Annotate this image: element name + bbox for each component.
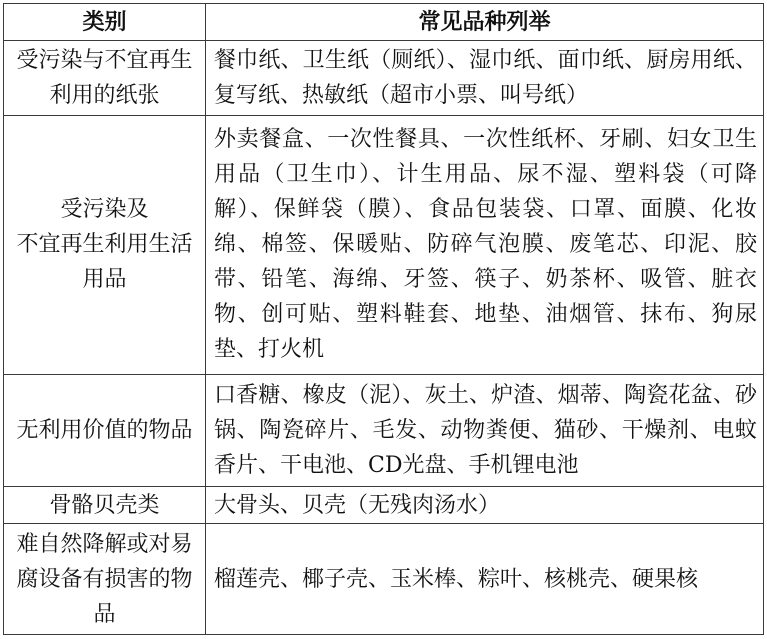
table-row (4, 41, 764, 116)
table-body (4, 41, 764, 635)
items-cell: 榴莲壳、椰子壳、玉米棒、粽叶、核桃壳、硬果核 (206, 524, 764, 635)
table-row (4, 524, 764, 635)
category-cell: 无利用价值的物品 (4, 375, 206, 487)
header-row (4, 4, 764, 41)
table-header (4, 4, 764, 41)
category-cell: 难自然降解或对易腐设备有损害的物品 (4, 524, 206, 635)
category-cell: 受污染与不宜再生利用的纸张 (4, 41, 206, 116)
garbage-classification-table (3, 3, 764, 635)
items-cell: 大骨头、贝壳（无残肉汤水） (206, 486, 764, 523)
category-cell: 骨骼贝壳类 (4, 486, 206, 523)
items-cell: 餐巾纸、卫生纸（厕纸）、湿巾纸、面巾纸、厨房用纸、复写纸、热敏纸（超市小票、叫号纸） (206, 41, 764, 116)
items-cell: 口香糖、橡皮（泥）、灰土、炉渣、烟蒂、陶瓷花盆、砂锅、陶瓷碎片、毛发、动物粪便、猫砂、干燥剂、电蚊香片、干电池、CD光盘、手机锂电池 (206, 375, 764, 487)
column-header-items: 常见品种列举 (206, 4, 764, 41)
table-row (4, 486, 764, 523)
category-cell: 受污染及 不宜再生利用生活用品 (4, 115, 206, 375)
column-header-category: 类别 (4, 4, 206, 41)
table-row (4, 115, 764, 375)
table-row (4, 375, 764, 487)
items-cell: 外卖餐盒、一次性餐具、一次性纸杯、牙刷、妇女卫生用品（卫生巾）、计生用品、尿不湿、塑料袋（可降解）、保鲜袋（膜）、食品包装袋、口罩、面膜、化妆绵、棉签、保暖贴、防碎气泡膜、废笔芯、印泥、胶带、铅笔、海绵、牙签、筷子、奶茶杯、吸管、脏衣物、创可贴、塑料鞋套、地垫、油烟管、抹布、狗尿垫、打火机 (206, 115, 764, 375)
